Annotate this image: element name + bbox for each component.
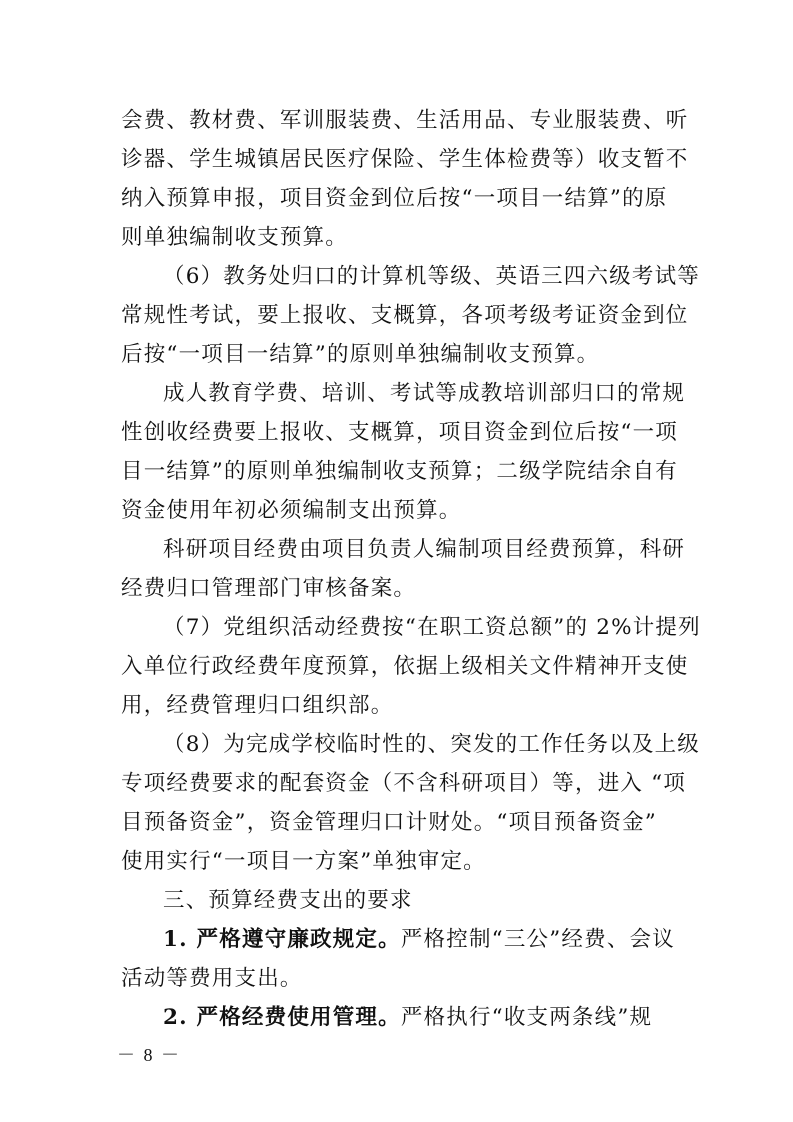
item-2-text: 严格执行“收支两条线”规	[400, 1005, 653, 1030]
text-line: （6）教务处归口的计算机等级、英语三四六级考试等	[163, 264, 700, 289]
text-line: 纳入预算申报，项目资金到位后按“一项目一结算”的原	[121, 186, 668, 211]
text-line: 性创收经费要上报收、支概算，项目资金到位后按“一项	[121, 420, 678, 445]
text-line: 活动等费用支出。	[121, 966, 303, 991]
page-number: － 8 －	[117, 1045, 181, 1065]
item-2-title: 2. 严格经费使用管理。	[163, 1005, 401, 1030]
text-line: 则单独编制收支预算。	[121, 225, 349, 250]
text-line: 诊器、学生城镇居民医疗保险、学生体检费等）收支暂不	[121, 147, 689, 172]
section-heading: 三、预算经费支出的要求	[163, 888, 413, 913]
text-line: 资金使用年初必须编制支出预算。	[121, 498, 462, 523]
text-line: 会费、教材费、军训服装费、生活用品、专业服装费、听	[121, 108, 689, 133]
text-line: 专项经费要求的配套资金（不含科研项目）等，进入 “项	[121, 771, 687, 796]
item-2-line	[163, 1005, 723, 1031]
text-line: 后按“一项目一结算”的原则单独编制收支预算。	[121, 342, 600, 367]
text-line: 常规性考试，要上报收、支概算，各项考级考证资金到位	[121, 303, 689, 328]
item-1-title: 1. 严格遵守廉政规定。	[163, 927, 401, 952]
text-line: （8）为完成学校临时性的、突发的工作任务以及上级	[163, 732, 700, 757]
item-1-text: 严格控制“三公”经费、会议	[400, 927, 675, 952]
text-line: 目一结算”的原则单独编制收支预算；二级学院结余自有	[121, 459, 678, 484]
text-line: 成人教育学费、培训、考试等成教培训部归口的常规	[163, 381, 686, 406]
text-line: 科研项目经费由项目负责人编制项目经费预算，科研	[163, 537, 686, 562]
text-line: 目预备资金”，资金管理归口计财处。“项目预备资金”	[121, 810, 657, 835]
text-line: 入单位行政经费年度预算，依据上级相关文件精神开支使	[121, 654, 689, 679]
text-line: 经费归口管理部门审核备案。	[121, 576, 417, 601]
text-line: 用，经费管理归口组织部。	[121, 693, 394, 718]
text-line: （7）党组织活动经费按“在职工资总额”的 2%计提列	[163, 615, 701, 640]
text-line: 使用实行“一项目一方案”单独审定。	[121, 849, 486, 874]
item-1-line	[163, 927, 723, 953]
